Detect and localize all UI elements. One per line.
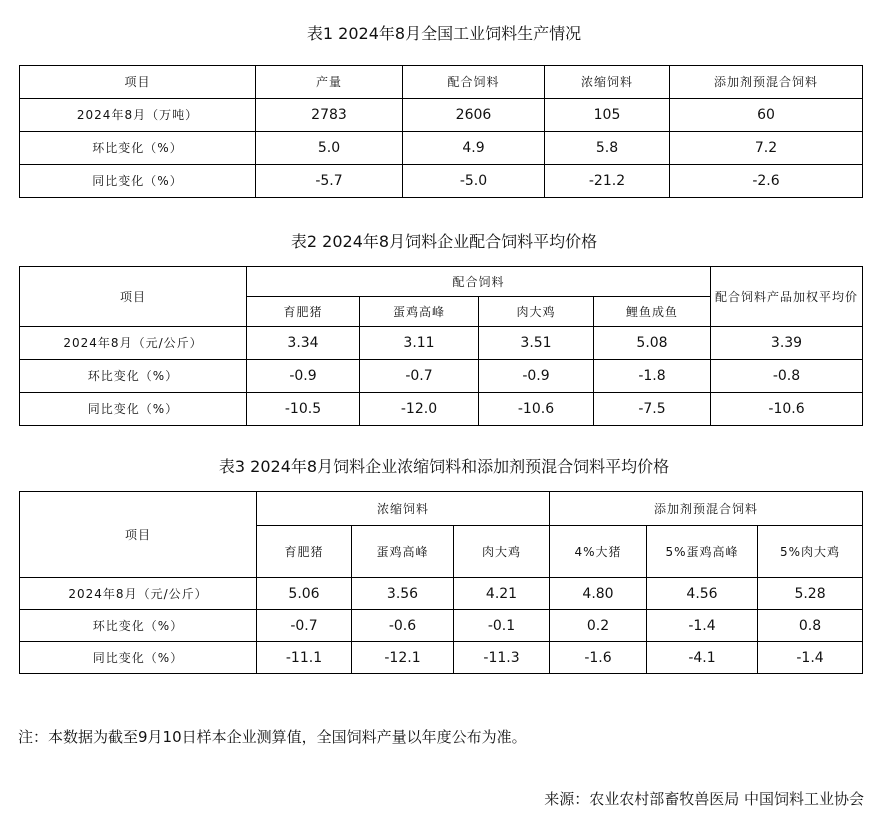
table-cell: 2783 bbox=[256, 99, 403, 132]
table1-header-output: 产量 bbox=[256, 66, 403, 99]
table2 bbox=[19, 266, 863, 426]
table2-sub-layer-peak: 蛋鸡高峰 bbox=[360, 297, 479, 327]
row-label: 环比变化（%） bbox=[20, 360, 247, 393]
table-cell: 3.51 bbox=[479, 327, 594, 360]
row-label: 2024年8月（万吨） bbox=[20, 99, 256, 132]
table-cell: 4.56 bbox=[647, 578, 758, 610]
table-cell: 5.06 bbox=[257, 578, 352, 610]
table-cell: -0.7 bbox=[257, 610, 352, 642]
table-cell: 3.39 bbox=[711, 327, 863, 360]
table3-sub-5pct-broiler: 5%肉大鸡 bbox=[758, 526, 863, 578]
table-row bbox=[20, 360, 863, 393]
table-cell: 5.8 bbox=[545, 132, 670, 165]
table-cell: 60 bbox=[670, 99, 863, 132]
row-label: 同比变化（%） bbox=[20, 393, 247, 426]
table1 bbox=[19, 65, 863, 198]
table-cell: 4.21 bbox=[454, 578, 550, 610]
table-cell: 5.28 bbox=[758, 578, 863, 610]
table-cell: -0.9 bbox=[479, 360, 594, 393]
table-cell: -12.1 bbox=[352, 642, 454, 674]
source-credit: 来源：农业农村部畜牧兽医局 中国饲料工业协会 bbox=[544, 790, 864, 808]
row-label: 2024年8月（元/公斤） bbox=[20, 578, 257, 610]
table-cell: 105 bbox=[545, 99, 670, 132]
table-cell: -1.8 bbox=[594, 360, 711, 393]
table-cell: -10.6 bbox=[711, 393, 863, 426]
table3-header-item: 项目 bbox=[20, 492, 257, 578]
table-cell: -12.0 bbox=[360, 393, 479, 426]
table-cell: -2.6 bbox=[670, 165, 863, 198]
table-cell: 0.8 bbox=[758, 610, 863, 642]
table-cell: 5.08 bbox=[594, 327, 711, 360]
table2-header-item: 项目 bbox=[20, 267, 247, 327]
table2-title: 表2 2024年8月饲料企业配合饲料平均价格 bbox=[290, 232, 598, 251]
table1-header-item: 项目 bbox=[20, 66, 256, 99]
table-cell: 4.80 bbox=[550, 578, 647, 610]
table1-header-concentrate: 浓缩饲料 bbox=[545, 66, 670, 99]
table3 bbox=[19, 491, 863, 674]
table-row bbox=[20, 578, 863, 610]
table-cell: 3.34 bbox=[247, 327, 360, 360]
table2-sub-finishing-pig: 育肥猪 bbox=[247, 297, 360, 327]
table-cell: -7.5 bbox=[594, 393, 711, 426]
table-cell: -10.5 bbox=[247, 393, 360, 426]
table-row bbox=[20, 393, 863, 426]
table3-sub-finishing-pig: 育肥猪 bbox=[257, 526, 352, 578]
table3-header-concentrate: 浓缩饲料 bbox=[257, 492, 550, 526]
table-row bbox=[20, 132, 863, 165]
table-cell: -11.1 bbox=[257, 642, 352, 674]
table-cell: -4.1 bbox=[647, 642, 758, 674]
table-cell: -0.1 bbox=[454, 610, 550, 642]
footnote: 注：本数据为截至9月10日样本企业测算值，全国饲料产量以年度公布为准。 bbox=[18, 728, 527, 746]
row-label: 2024年8月（元/公斤） bbox=[20, 327, 247, 360]
table-row bbox=[20, 99, 863, 132]
table-cell: -0.9 bbox=[247, 360, 360, 393]
row-label: 环比变化（%） bbox=[20, 610, 257, 642]
table-cell: -21.2 bbox=[545, 165, 670, 198]
table-cell: -0.6 bbox=[352, 610, 454, 642]
table-cell: -1.6 bbox=[550, 642, 647, 674]
row-label: 环比变化（%） bbox=[20, 132, 256, 165]
table-row bbox=[20, 327, 863, 360]
table-cell: 7.2 bbox=[670, 132, 863, 165]
table3-sub-4pct-pig: 4%大猪 bbox=[550, 526, 647, 578]
table3-header-premix: 添加剂预混合饲料 bbox=[550, 492, 863, 526]
table-cell: 3.56 bbox=[352, 578, 454, 610]
table-cell: 2606 bbox=[403, 99, 545, 132]
table2-sub-broiler: 肉大鸡 bbox=[479, 297, 594, 327]
table3-title: 表3 2024年8月饲料企业浓缩饲料和添加剂预混合饲料平均价格 bbox=[218, 457, 670, 476]
table-cell: -11.3 bbox=[454, 642, 550, 674]
table-cell: 5.0 bbox=[256, 132, 403, 165]
table-row bbox=[20, 610, 863, 642]
table-row bbox=[20, 165, 863, 198]
table2-header-row bbox=[20, 267, 863, 297]
table-cell: -1.4 bbox=[647, 610, 758, 642]
table2-header-compound: 配合饲料 bbox=[247, 267, 711, 297]
table3-sub-broiler: 肉大鸡 bbox=[454, 526, 550, 578]
table1-header-row bbox=[20, 66, 863, 99]
row-label: 同比变化（%） bbox=[20, 165, 256, 198]
table-cell: -5.7 bbox=[256, 165, 403, 198]
table-cell: 4.9 bbox=[403, 132, 545, 165]
table1-title: 表1 2024年8月全国工业饲料生产情况 bbox=[306, 24, 582, 43]
table2-sub-carp: 鲤鱼成鱼 bbox=[594, 297, 711, 327]
table1-header-premix: 添加剂预混合饲料 bbox=[670, 66, 863, 99]
table3-sub-layer-peak: 蛋鸡高峰 bbox=[352, 526, 454, 578]
table-cell: -5.0 bbox=[403, 165, 545, 198]
table-cell: -10.6 bbox=[479, 393, 594, 426]
table1-header-compound: 配合饲料 bbox=[403, 66, 545, 99]
table-cell: -0.7 bbox=[360, 360, 479, 393]
table3-sub-5pct-layer: 5%蛋鸡高峰 bbox=[647, 526, 758, 578]
table2-header-weighted: 配合饲料产品加权平均价 bbox=[711, 267, 863, 327]
table-row bbox=[20, 642, 863, 674]
table-cell: -0.8 bbox=[711, 360, 863, 393]
table-cell: 0.2 bbox=[550, 610, 647, 642]
table-cell: -1.4 bbox=[758, 642, 863, 674]
table3-header-row bbox=[20, 492, 863, 526]
table-cell: 3.11 bbox=[360, 327, 479, 360]
row-label: 同比变化（%） bbox=[20, 642, 257, 674]
